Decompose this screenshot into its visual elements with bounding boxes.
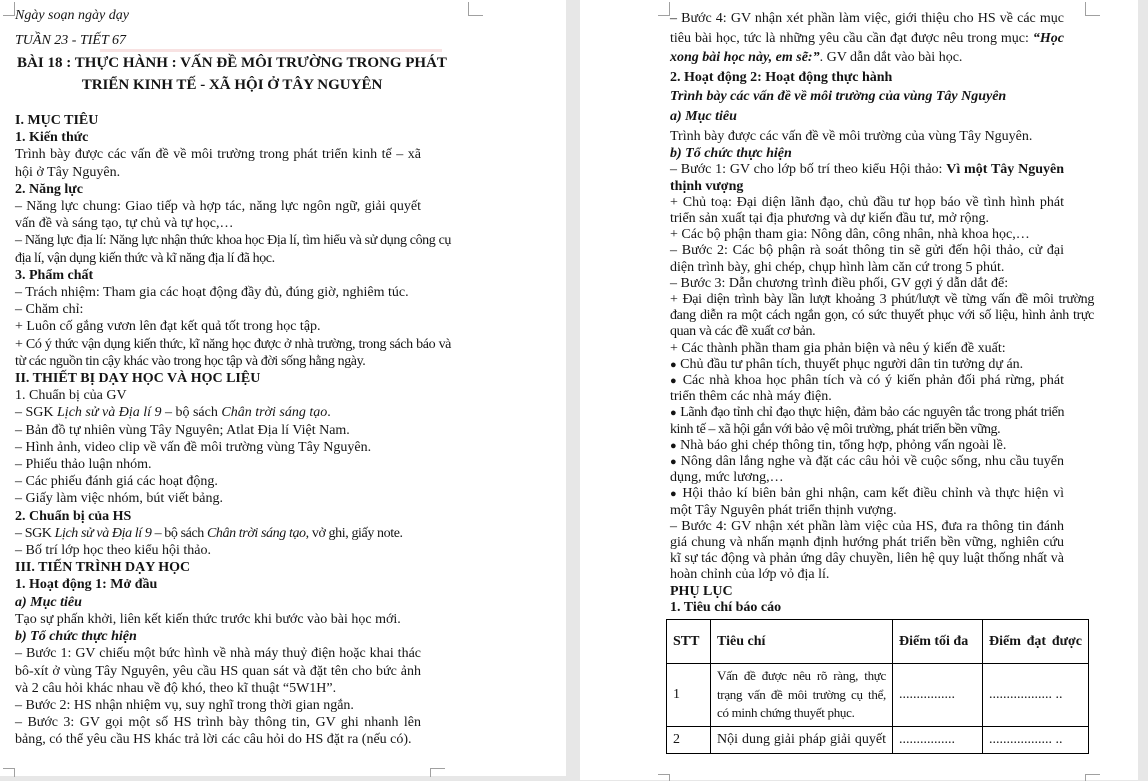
paragraph bbox=[15, 284, 421, 301]
text-run: + Các bộ phận tham gia: Nông dân, công nhân, nhà khoa học,… bbox=[670, 227, 1030, 243]
crop-mark-top-left bbox=[3, 2, 15, 16]
text-run: II. THIẾT BỊ DẠY HỌC VÀ HỌC LIỆU bbox=[15, 371, 261, 387]
text-run: + Chủ toạ: Đại diện lãnh đạo, chủ đầu tư họp báo về tình hình phát triển sản xuất tại địa phương và dự kiến đầu tư, mở rộng. bbox=[670, 194, 1064, 226]
paragraph bbox=[15, 53, 449, 96]
text-run: – Bản đồ tự nhiên vùng Tây Nguyên; Atlat Địa lí Việt Nam. bbox=[15, 422, 350, 438]
text-run: – Bước 4: GV nhận xét phần làm việc, giới thiệu cho HS về các mục tiêu bài học, tức là những yêu cầu cần đạt được nêu trong mục: bbox=[670, 11, 1064, 46]
paragraph bbox=[15, 198, 421, 232]
page-left bbox=[0, 0, 566, 776]
text-run: 1. Hoạt động 1: Mở đầu bbox=[15, 577, 158, 593]
table-header-cell: Điểm tối đa bbox=[893, 620, 983, 664]
paragraph bbox=[15, 611, 421, 628]
text-run: Ngày soạn ngày dạy bbox=[15, 8, 129, 23]
text-run: – Năng lực chung: Giao tiếp và hợp tác, năng lực ngôn ngữ, giải quyết vấn đề và sáng tạo, tự chủ và tự học,… bbox=[15, 199, 421, 232]
text-run: PHỤ LỤC bbox=[670, 583, 733, 599]
table-row bbox=[667, 664, 1089, 727]
text-run: – Giấy làm việc nhóm, bút viết bảng. bbox=[15, 491, 224, 507]
paragraph bbox=[670, 87, 1064, 107]
text-run: 3. Phẩm chất bbox=[15, 267, 94, 283]
bullet-icon: ● bbox=[670, 407, 677, 420]
bullet-icon: ● bbox=[670, 456, 677, 469]
text-run: + Đại diện trình bày lần lượt khoảng 3 phút/lượt về từng vấn đề môi trường đang diễn ra một cách ngắn gọn, có sức thuyết phục với số liệu, hình ảnh trực quan và các đề xuất cơ bản. bbox=[670, 291, 1094, 340]
paragraph bbox=[15, 542, 421, 559]
paragraph bbox=[15, 404, 421, 421]
text-run: – SGK bbox=[15, 405, 58, 421]
paragraph bbox=[15, 456, 421, 473]
page-right bbox=[580, 0, 1138, 780]
text-run: Trình bày được các vấn đề về môi trường trong phát triển kinh tế – xã hội ở Tây Nguyên. bbox=[15, 147, 421, 180]
text-run: – bộ sách bbox=[151, 525, 207, 541]
text-run: Nhà báo ghi chép thông tin, tổng hợp, phỏng vấn ngoài lề. bbox=[676, 437, 1007, 453]
text-run: – SGK bbox=[15, 525, 55, 541]
paragraph bbox=[670, 292, 1094, 341]
paragraph bbox=[670, 438, 1064, 454]
paragraph bbox=[15, 628, 421, 645]
text-run: , vở ghi, giấy note. bbox=[305, 525, 403, 541]
text-run: – Bước 1: GV chiếu một bức hình về nhà máy thuỷ điện hoặc khai thác bô-xít ở vùng Tây Nguyên, yêu cầu HS quan sát và đặt tên cho bức ảnh và 2 câu hỏi khác nhau về độ khó, theo kĩ thuật “5W1H”. bbox=[15, 646, 421, 696]
paragraph bbox=[15, 714, 421, 748]
paragraph bbox=[15, 4, 421, 28]
paragraph bbox=[670, 486, 1064, 518]
paragraph bbox=[15, 318, 421, 335]
paragraph bbox=[670, 146, 1064, 162]
table-header-row bbox=[667, 620, 1089, 664]
text-run: 1. Tiêu chí báo cáo bbox=[670, 599, 782, 615]
text-run: Chủ đầu tư phân tích, thuyết phục người dân tin tưởng dự án. bbox=[676, 356, 1024, 372]
table-row bbox=[667, 726, 1089, 753]
table-cell: 2 bbox=[667, 726, 711, 753]
text-run: a) Mục tiêu bbox=[15, 594, 82, 610]
text-run: 1. Kiến thức bbox=[15, 130, 89, 146]
text-run: – Năng lực địa lí: Năng lực nhận thức khoa học Địa lí, tìm hiểu và sử dụng công cụ địa lí, vận dụng kiến thức và kĩ năng địa lí đã học. bbox=[15, 233, 451, 266]
right-text-column bbox=[580, 0, 1094, 754]
paragraph bbox=[670, 454, 1064, 486]
paragraph bbox=[670, 107, 1064, 127]
paragraph bbox=[670, 600, 1064, 616]
text-run: b) Tổ chức thực hiện bbox=[670, 146, 792, 162]
paragraph bbox=[15, 387, 421, 404]
paragraph bbox=[15, 559, 421, 576]
crop-mark-top-left bbox=[658, 2, 670, 16]
text-run: a) Mục tiêu bbox=[670, 108, 737, 124]
paragraph bbox=[15, 439, 421, 456]
table-cell: ................ bbox=[893, 664, 983, 727]
text-run: Trình bày được các vấn đề về môi trường của vùng Tây Nguyên. bbox=[670, 128, 1033, 144]
text-run: – bộ sách bbox=[161, 405, 222, 421]
bullet-icon: ● bbox=[670, 358, 677, 371]
paragraph bbox=[670, 519, 1064, 584]
text-run: Lãnh đạo tỉnh chỉ đạo thực hiện, đảm bảo các nguyên tắc trong phát triển kinh tế – xã hội gắn với bảo vệ môi trường, phát triển bền vững. bbox=[670, 405, 1064, 437]
text-run: 1. Chuẩn bị của GV bbox=[15, 388, 127, 404]
paragraph bbox=[15, 525, 451, 542]
table-cell: 1 bbox=[667, 664, 711, 727]
table-header-cell: Tiêu chí bbox=[711, 620, 893, 664]
paragraph bbox=[15, 422, 421, 439]
paragraph bbox=[670, 127, 1064, 147]
text-run: + Có ý thức vận dụng kiến thức, kĩ năng học được ở nhà trường, trong sách báo và từ các nguồn tin cậy khác vào trong học tập và đời sống hằng ngày. bbox=[15, 336, 451, 369]
paragraph bbox=[15, 508, 421, 525]
text-run: 2. Hoạt động 2: Hoạt động thực hành bbox=[670, 69, 893, 85]
text-run: – Bước 3: GV gọi một số HS trình bày thông tin, GV ghi nhanh lên bảng, có thể yêu cầu HS khác trả lời các câu hỏi do HS đặt ra (nếu có). bbox=[15, 715, 421, 748]
criteria-table bbox=[666, 619, 1089, 754]
paragraph bbox=[670, 9, 1064, 68]
table-cell: .................. .. bbox=[983, 664, 1089, 727]
paragraph bbox=[15, 336, 451, 370]
text-run: Lịch sử và Địa lí 9 bbox=[57, 405, 162, 421]
table-header-cell: STT bbox=[667, 620, 711, 664]
crop-mark-bottom-left bbox=[3, 768, 15, 777]
paragraph bbox=[15, 645, 421, 697]
text-run: + Các thành phần tham gia phản biện và nêu ý kiến đề xuất: bbox=[670, 340, 1006, 356]
paragraph bbox=[15, 473, 421, 490]
text-run: – Bước 2: Các bộ phận rà soát thông tin sẽ gửi đến hội thảo, cử đại diện trình bày, ghi chép, chụp hình làm căn cứ trong 5 phút. bbox=[670, 243, 1064, 275]
text-run: 2. Chuẩn bị của HS bbox=[15, 508, 132, 524]
text-run: – Bước 1: GV cho lớp bố trí theo kiểu Hội thảo: bbox=[670, 162, 947, 178]
text-run: Các nhà khoa học phân tích và có ý kiến phản đối phá rừng, phát triển thêm các nhà máy điện. bbox=[670, 373, 1064, 405]
text-run: – Bước 3: Dẫn chương trình điều phối, GV gợi ý dẫn dắt để: bbox=[670, 275, 1009, 291]
left-text-column bbox=[0, 0, 451, 749]
paragraph bbox=[670, 341, 1064, 357]
text-run: – Hình ảnh, video clip về vấn đề môi trường vùng Tây Nguyên. bbox=[15, 439, 372, 455]
paragraph bbox=[15, 146, 421, 180]
text-run: Chân trời sáng tạo bbox=[206, 525, 306, 541]
paragraph bbox=[670, 68, 1064, 88]
crop-mark-bottom-right bbox=[430, 768, 445, 777]
paragraph bbox=[15, 232, 451, 266]
text-run: Trình bày các vấn đề về môi trường của vùng Tây Nguyên bbox=[670, 89, 1007, 105]
crop-mark-top-right bbox=[468, 2, 483, 16]
text-run: Chân trời sáng tạo bbox=[221, 405, 328, 421]
paragraph bbox=[15, 301, 421, 318]
text-run: – Bước 2: HS nhận nhiệm vụ, suy nghĩ trong thời gian ngắn. bbox=[15, 697, 354, 713]
text-run: “Học xong bài học này, em sẽ:” bbox=[670, 30, 1064, 66]
text-run: . bbox=[327, 405, 331, 421]
paragraph bbox=[670, 584, 1064, 600]
table-header-cell: Điểm đạt được bbox=[983, 620, 1089, 664]
text-run: – Phiếu thảo luận nhóm. bbox=[15, 457, 152, 473]
paragraph bbox=[15, 370, 421, 387]
paragraph bbox=[15, 129, 421, 146]
paragraph bbox=[670, 227, 1064, 243]
paragraph bbox=[15, 697, 421, 714]
paragraph bbox=[670, 162, 1064, 194]
text-run: TUẦN 23 - TIẾT 67 bbox=[15, 33, 126, 48]
paragraph bbox=[15, 576, 421, 593]
text-run: + Luôn cố gắng vươn lên đạt kết quả tốt trong học tập. bbox=[15, 319, 321, 335]
text-run: Hội thảo kí biên bản ghi nhận, cam kết điều chỉnh và thực hiện vì một Tây Nguyên phát triển thịnh vượng. bbox=[670, 486, 1064, 518]
bullet-icon: ● bbox=[670, 439, 677, 452]
paragraph bbox=[15, 28, 421, 53]
text-run: Lịch sử và Địa lí 9 bbox=[54, 525, 152, 541]
text-run: 2. Năng lực bbox=[15, 181, 83, 197]
paragraph bbox=[15, 112, 421, 129]
paragraph bbox=[15, 181, 421, 198]
text-run: Nông dân lắng nghe và đặt các câu hỏi về cuộc sống, nhu cầu tuyển dụng, mức lương,… bbox=[670, 454, 1064, 486]
paragraph bbox=[15, 594, 421, 611]
paragraph bbox=[670, 195, 1064, 227]
bullet-icon: ● bbox=[670, 488, 678, 501]
text-run: – Chăm chỉ: bbox=[15, 302, 84, 318]
text-run: Tạo sự phấn khởi, liên kết kiến thức trước khi bước vào bài học mới. bbox=[15, 611, 401, 627]
text-run: Vì một Tây Nguyên thịnh vượng bbox=[670, 162, 1064, 194]
text-run: III. TIẾN TRÌNH DẠY HỌC bbox=[15, 560, 191, 576]
text-run: – Các phiếu đánh giá các hoạt động. bbox=[15, 474, 218, 490]
text-run: . GV dẫn dắt vào bài học. bbox=[819, 50, 963, 66]
table-cell: Nội dung giải pháp giải quyết bbox=[711, 726, 893, 753]
text-run: – Bước 4: GV nhận xét phần làm việc của HS, đưa ra thông tin đánh giá chung và nhấn mạnh định hướng phát triển bền vững, nghiên cứu kĩ sự tác động và phản ứng dây chuyền, liên hệ quy luật thống nhất và hoàn chỉnh của lớp vỏ địa lí. bbox=[670, 518, 1064, 583]
paragraph bbox=[670, 276, 1064, 292]
crop-mark-top-right bbox=[1085, 2, 1100, 16]
text-run: BÀI 18 : THỰC HÀNH : VẤN ĐỀ MÔI TRƯỜNG TRONG PHÁT TRIỂN KINH TẾ - XÃ HỘI Ở TÂY NGUYÊN bbox=[17, 55, 447, 93]
text-run: – Trách nhiệm: Tham gia các hoạt động đầy đủ, đúng giờ, nghiêm túc. bbox=[15, 285, 409, 301]
paragraph bbox=[15, 490, 421, 507]
text-run: – Bố trí lớp học theo kiểu hội thảo. bbox=[15, 543, 211, 559]
text-run: b) Tổ chức thực hiện bbox=[15, 629, 137, 645]
table-cell: ................ bbox=[893, 726, 983, 753]
table-cell: .................. .. bbox=[983, 726, 1089, 753]
text-run: I. MỤC TIÊU bbox=[15, 113, 99, 128]
table-cell: Vấn đề được nêu rõ ràng, thực trạng vấn đề môi trường cụ thể, có minh chứng thuyết phục. bbox=[711, 664, 893, 727]
paragraph bbox=[670, 243, 1064, 275]
bullet-icon: ● bbox=[670, 375, 678, 387]
paragraph bbox=[670, 405, 1064, 437]
paragraph bbox=[670, 357, 1064, 373]
paragraph bbox=[670, 373, 1064, 405]
paragraph bbox=[15, 267, 421, 284]
